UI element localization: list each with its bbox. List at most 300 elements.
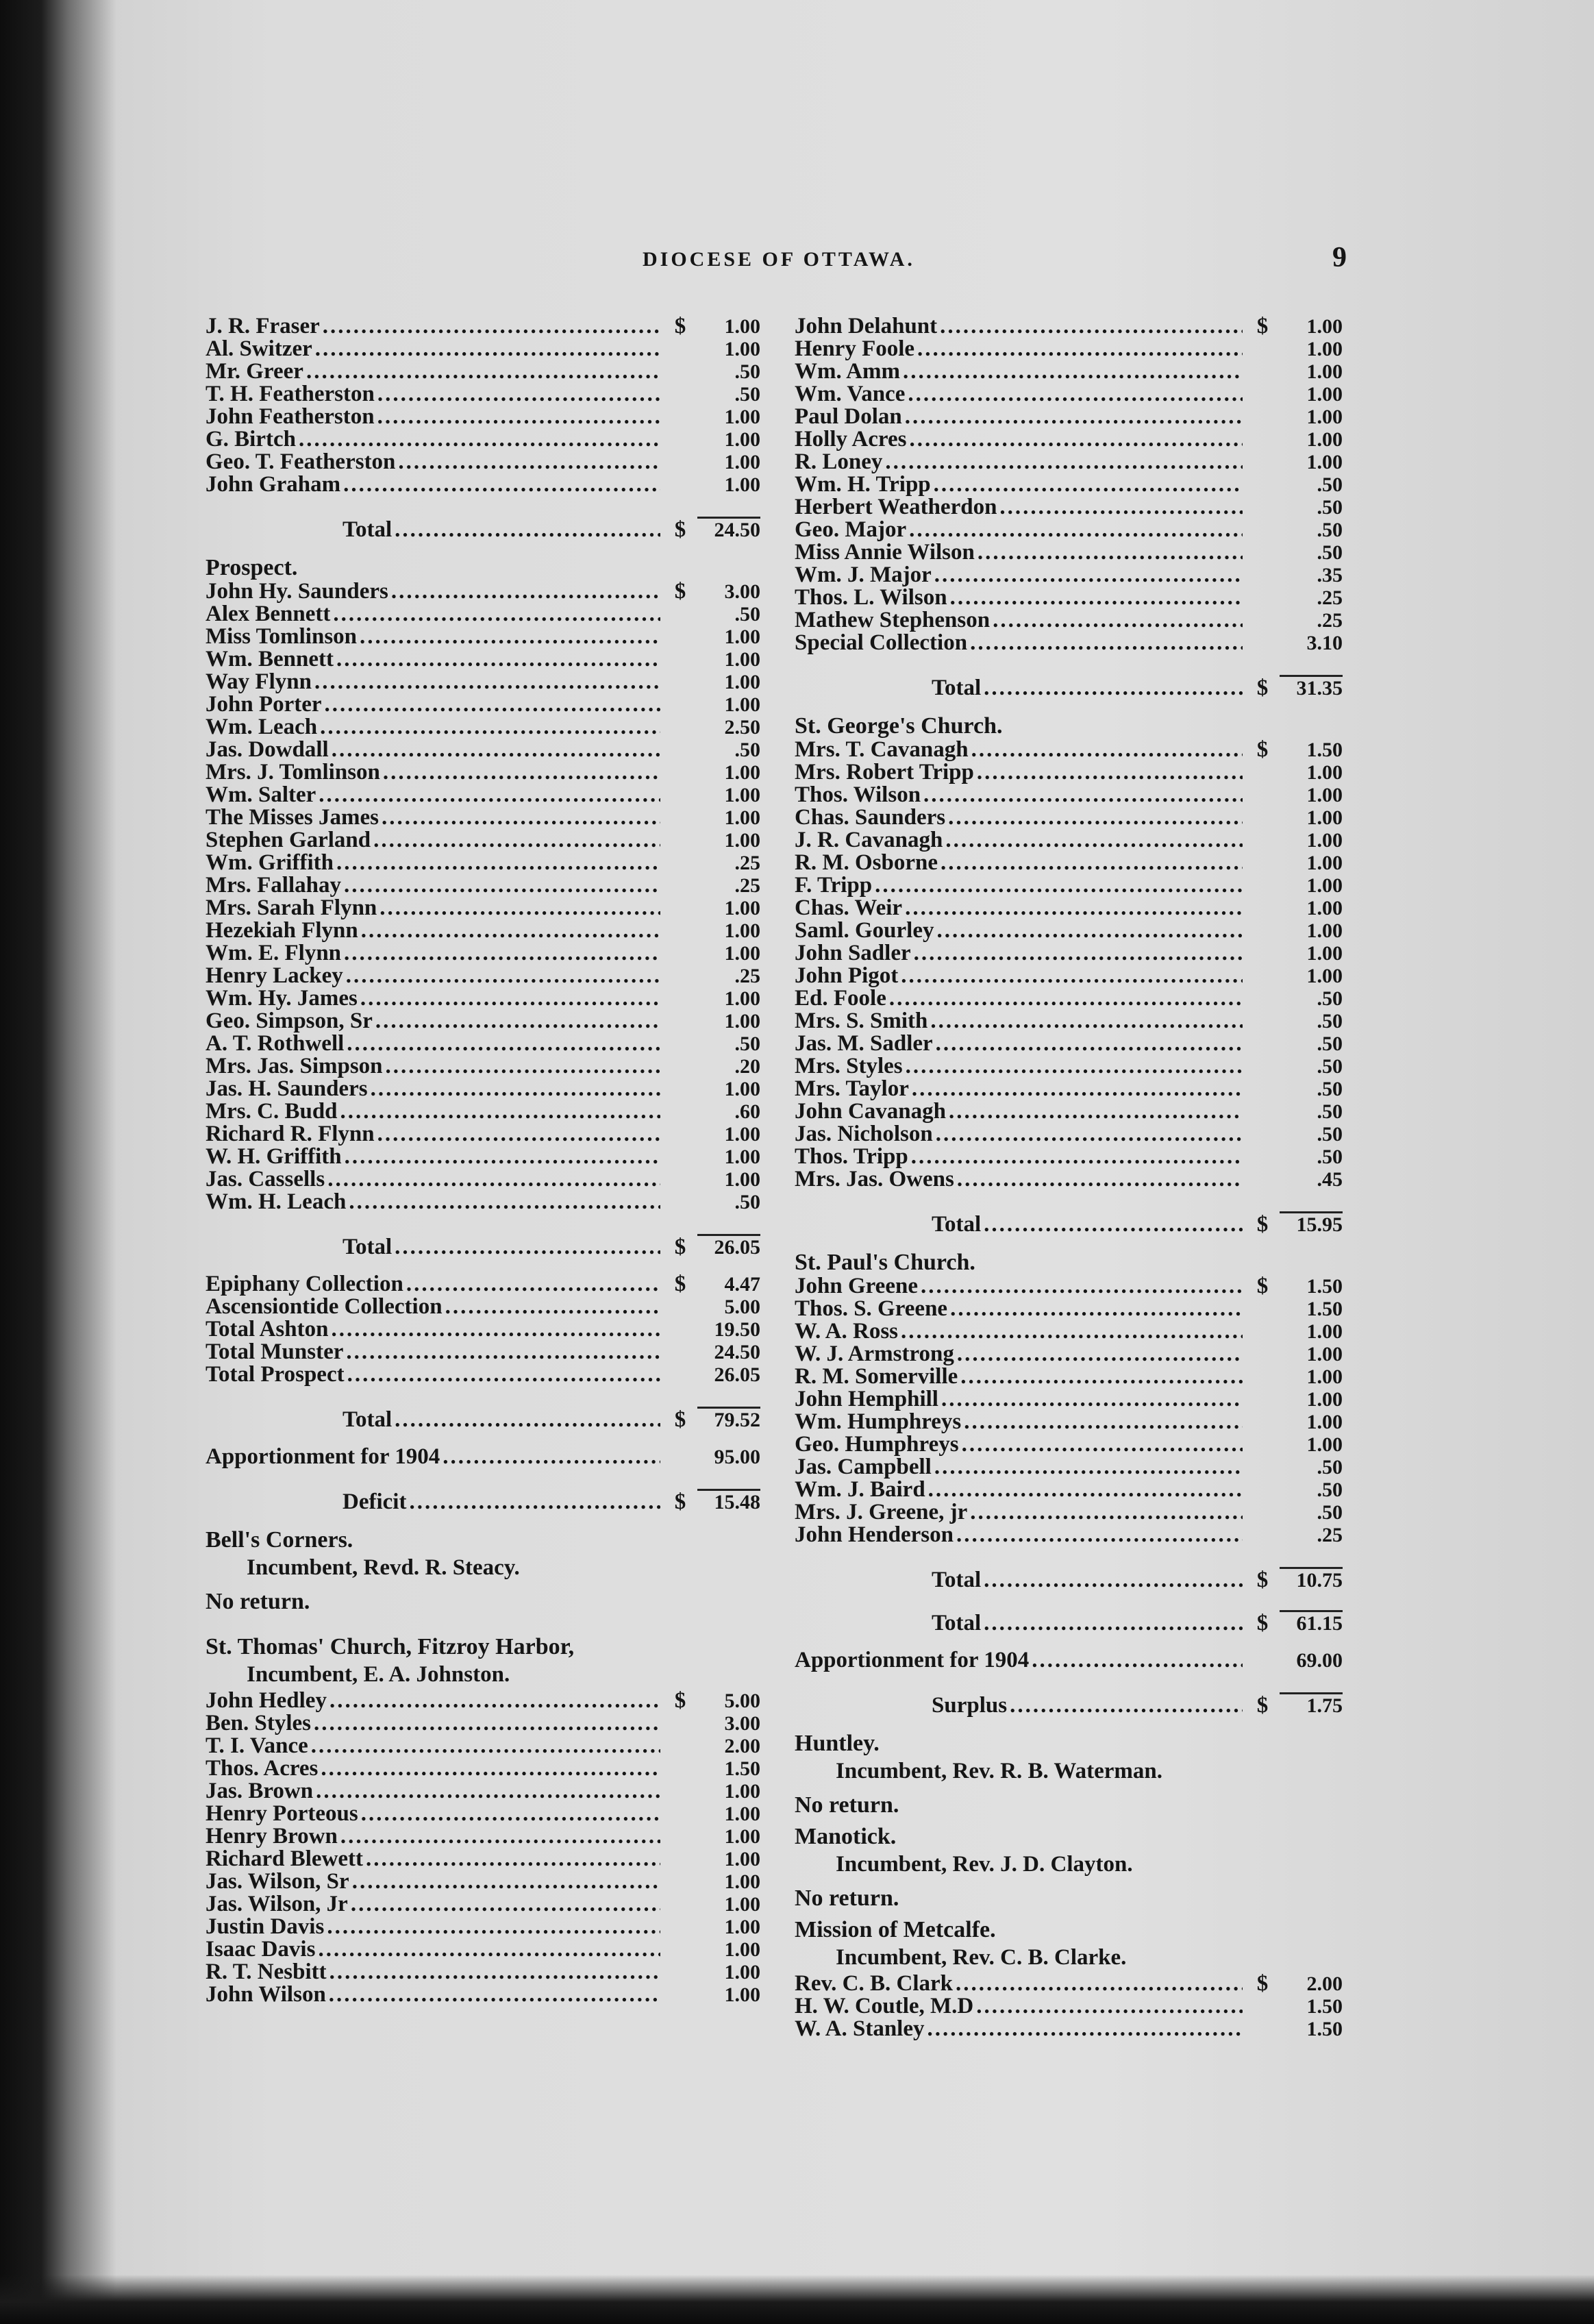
leader-dots [1010, 1694, 1243, 1717]
amount: 1.00 [724, 1123, 760, 1146]
leader-dots [391, 580, 660, 603]
contribution-row [795, 1010, 1343, 1033]
leader-dots [977, 541, 1243, 564]
contributor-name: Mrs. Fallahay [206, 873, 341, 898]
amount: 1.00 [724, 473, 760, 496]
amount: 1.00 [724, 671, 760, 693]
dollar-sign: $ [1256, 676, 1269, 700]
contributor-name: Thos. Acres [206, 1756, 319, 1781]
contribution-row [206, 1010, 760, 1033]
leader-dots [366, 1848, 660, 1870]
contribution-row [795, 1388, 1343, 1411]
leader-dots [984, 1213, 1243, 1236]
section-heading: St. Thomas' Church, Fitzroy Harbor, [206, 1634, 575, 1659]
section-heading: No return. [795, 1886, 899, 1911]
contribution-row [795, 1365, 1343, 1388]
contributor-name: Holly Acres [795, 427, 907, 452]
contributor-name: John Greene [795, 1274, 918, 1298]
amount: .25 [734, 874, 760, 897]
contributor-name: Jas. Brown [206, 1779, 314, 1803]
amount: .20 [734, 1055, 760, 1078]
dollar-sign: $ [674, 579, 686, 604]
contributor-name: W. J. Armstrong [795, 1342, 954, 1366]
contribution-row [206, 1712, 760, 1735]
contribution-row [795, 1275, 1343, 1298]
total-row [206, 1234, 760, 1257]
contributor-name: Mrs. T. Cavanagh [795, 737, 969, 762]
total-row [206, 517, 760, 542]
leader-dots [344, 942, 660, 965]
contribution-row [795, 897, 1343, 919]
incumbent-line: Incumbent, Rev. R. B. Waterman. [836, 1759, 1162, 1783]
right-column [795, 315, 1343, 2040]
leader-dots [336, 648, 660, 671]
contributor-name: Mrs. Taylor [795, 1076, 909, 1101]
leader-dots [314, 1712, 660, 1735]
amount: .50 [1317, 1501, 1343, 1524]
amount: 1.00 [724, 761, 760, 784]
amount: 1.00 [1306, 406, 1343, 428]
contributor-name: Wm. H. Leach [206, 1189, 347, 1214]
contribution-row [795, 1100, 1343, 1123]
amount: 1.00 [1306, 1411, 1343, 1433]
amount: .50 [1317, 1146, 1343, 1168]
left-column [206, 315, 760, 2006]
leader-dots [347, 1363, 660, 1386]
dollar-sign: $ [1256, 1611, 1269, 1635]
dollar-sign: $ [674, 314, 686, 338]
contribution-row [206, 428, 760, 451]
amount: 1.00 [724, 942, 760, 965]
contribution-row [795, 1501, 1343, 1524]
contribution-row [206, 1296, 760, 1318]
leader-dots [905, 897, 1243, 919]
leader-dots [999, 496, 1243, 519]
leader-dots [957, 1343, 1243, 1365]
amount: 2.00 [724, 1735, 760, 1757]
contribution-row [206, 1146, 760, 1168]
leader-dots [329, 1983, 660, 2006]
leader-dots [930, 1010, 1243, 1033]
amount: 1.00 [724, 648, 760, 671]
amount: 2.50 [724, 716, 760, 739]
section-heading: St. George's Church. [795, 713, 1003, 739]
contributor-name: Apportionment for 1904 [206, 1444, 440, 1469]
contributor-name: Mrs. S. Smith [795, 1009, 928, 1033]
contribution-row [206, 1916, 760, 1938]
dollar-sign: $ [1256, 737, 1269, 762]
contributor-name: Way Flynn [206, 669, 312, 694]
contributor-name: Justin Davis [206, 1914, 325, 1939]
leader-dots [912, 1078, 1243, 1100]
contribution-row [206, 965, 760, 987]
contribution-row [795, 338, 1343, 360]
leader-dots [957, 1168, 1243, 1191]
amount: 1.00 [1306, 383, 1343, 406]
incumbent-line: Incumbent, Rev. C. B. Clarke. [836, 1945, 1127, 1970]
leader-dots [346, 965, 660, 987]
contributor-name: Chas. Weir [795, 895, 903, 920]
contribution-row [206, 1168, 760, 1191]
total-label: Total [343, 517, 393, 542]
leader-dots [977, 761, 1243, 784]
contributor-name: Thos. Tripp [795, 1144, 908, 1169]
contributor-name: John Featherston [206, 404, 375, 429]
amount: 1.00 [1306, 428, 1343, 451]
amount: 1.50 [1306, 1275, 1343, 1298]
contribution-row [206, 874, 760, 897]
contributor-name: H. W. Coutle, M.D [795, 1994, 974, 2018]
contributor-name: John Cavanagh [795, 1099, 946, 1124]
contribution-row [206, 1055, 760, 1078]
amount: 19.50 [714, 1318, 760, 1341]
amount: 1.00 [724, 1848, 760, 1870]
amount: .50 [1317, 987, 1343, 1010]
contribution-row [206, 739, 760, 761]
dollar-sign: $ [1256, 1693, 1269, 1718]
leader-dots [319, 784, 660, 806]
contribution-row [206, 806, 760, 829]
amount: .50 [1317, 473, 1343, 496]
amount: 3.00 [724, 1712, 760, 1735]
leader-dots [885, 451, 1243, 473]
contribution-row [206, 919, 760, 942]
leader-dots [993, 609, 1243, 632]
section-heading: Prospect. [206, 555, 298, 580]
contribution-row [206, 852, 760, 874]
contribution-row [795, 383, 1343, 406]
leader-dots [903, 360, 1243, 383]
amount: 61.15 [1280, 1610, 1343, 1635]
amount: 1.00 [724, 829, 760, 852]
leader-dots [316, 1780, 660, 1803]
amount: 1.00 [1306, 919, 1343, 942]
contributor-name: Wm. Vance [795, 382, 906, 406]
contribution-row [795, 428, 1343, 451]
leader-dots [445, 1296, 660, 1318]
contributor-name: Herbert Weatherdon [795, 495, 997, 519]
total-row [795, 1211, 1343, 1237]
contributor-name: Richard R. Flynn [206, 1122, 375, 1146]
contributor-name: Wm. Hy. James [206, 986, 358, 1011]
contribution-row [795, 1320, 1343, 1343]
amount: .50 [1317, 1100, 1343, 1123]
contributor-name: Rev. C. B. Clark [795, 1971, 953, 1996]
contribution-row [795, 1123, 1343, 1146]
contribution-row [795, 1033, 1343, 1055]
leader-dots [901, 1320, 1243, 1343]
section-heading: Manotick. [795, 1824, 897, 1849]
contribution-row [795, 1649, 1343, 1672]
leader-dots [323, 315, 660, 338]
contributor-name: W. A. Stanley [795, 2016, 925, 2041]
amount: 1.00 [724, 1078, 760, 1100]
contribution-row [795, 1973, 1343, 1995]
amount: 1.00 [1306, 1433, 1343, 1456]
contribution-row [206, 784, 760, 806]
dollar-sign: $ [674, 1235, 686, 1259]
contribution-row [206, 580, 760, 603]
leader-dots [398, 451, 660, 473]
contribution-row [206, 360, 760, 383]
leader-dots [383, 761, 660, 784]
contributor-name: A. T. Rothwell [206, 1031, 345, 1056]
leader-dots [875, 874, 1243, 897]
amount: 1.00 [724, 1938, 760, 1961]
contributor-name: F. Tripp [795, 873, 873, 898]
leader-dots [318, 1938, 660, 1961]
leader-dots [332, 739, 660, 761]
leader-dots [327, 1168, 660, 1191]
contribution-row [206, 1191, 760, 1213]
dollar-sign: $ [1256, 1568, 1269, 1592]
leader-dots [386, 1055, 660, 1078]
contribution-row [206, 1123, 760, 1146]
contributor-name: Jas. Campbell [795, 1455, 932, 1479]
contribution-row [206, 603, 760, 626]
contribution-row [206, 406, 760, 428]
amount: 4.47 [724, 1273, 760, 1296]
leader-dots [315, 338, 660, 360]
contribution-row [795, 406, 1343, 428]
contribution-row [795, 761, 1343, 784]
contributor-name: Jas. Dowdall [206, 737, 329, 762]
amount: 1.00 [1306, 315, 1343, 338]
leader-dots [901, 965, 1243, 987]
contribution-row [206, 1446, 760, 1468]
contribution-row [206, 1100, 760, 1123]
contribution-row [206, 1757, 760, 1780]
amount: 15.95 [1280, 1211, 1343, 1236]
leader-dots [936, 1033, 1243, 1055]
amount: 1.00 [724, 1780, 760, 1803]
spacer [206, 1614, 760, 1628]
amount: 1.00 [724, 1146, 760, 1168]
contributor-name: R. M. Osborne [795, 850, 938, 875]
leader-dots [917, 338, 1243, 360]
contributor-name: Mrs. Jas. Owens [795, 1167, 954, 1191]
contributor-name: Mathew Stephenson [795, 608, 991, 632]
amount: .35 [1317, 564, 1343, 586]
leader-dots [956, 1524, 1243, 1546]
contribution-row [206, 451, 760, 473]
leader-dots [360, 987, 660, 1010]
amount: .60 [734, 1100, 760, 1123]
amount: 26.05 [697, 1234, 760, 1259]
leader-dots [409, 1491, 660, 1513]
amount: .25 [1317, 586, 1343, 609]
dollar-sign: $ [1256, 1274, 1269, 1298]
amount: 1.00 [1306, 1343, 1343, 1365]
leader-dots [911, 1146, 1243, 1168]
contributor-name: Geo. T. Featherston [206, 449, 396, 474]
contribution-row [206, 1033, 760, 1055]
contributor-name: Isaac Davis [206, 1937, 316, 1962]
contribution-row [795, 739, 1343, 761]
amount: 1.00 [1306, 338, 1343, 360]
leader-dots [361, 1803, 660, 1825]
amount: 1.00 [724, 693, 760, 716]
leader-dots [984, 1612, 1243, 1635]
contributor-name: Henry Porteous [206, 1801, 358, 1826]
amount: .50 [734, 1191, 760, 1213]
contributor-name: W. A. Ross [795, 1319, 898, 1344]
leader-dots [1032, 1649, 1243, 1672]
contribution-row [206, 1735, 760, 1757]
contributor-name: Wm. H. Tripp [795, 472, 931, 497]
amount: 1.00 [724, 1168, 760, 1191]
contributor-name: R. T. Nesbitt [206, 1960, 327, 1984]
contribution-row [795, 784, 1343, 806]
contributor-name: Ben. Styles [206, 1711, 312, 1735]
contributor-name: Wm. J. Major [795, 563, 932, 587]
leader-dots [306, 360, 660, 383]
leader-dots [906, 1055, 1243, 1078]
leader-dots [936, 1123, 1243, 1146]
contributor-name: Total Munster [206, 1339, 344, 1364]
amount: 15.48 [697, 1489, 760, 1513]
amount: .50 [1317, 541, 1343, 564]
contributor-name: Special Collection [795, 630, 968, 655]
amount: 1.00 [724, 1870, 760, 1893]
amount: .25 [734, 965, 760, 987]
amount: 31.35 [1280, 675, 1343, 700]
contributor-name: Mrs. J. Tomlinson [206, 760, 380, 784]
contribution-row [795, 1055, 1343, 1078]
amount: 1.00 [1306, 1320, 1343, 1343]
leader-dots [345, 1146, 660, 1168]
amount: .50 [1317, 496, 1343, 519]
contributor-name: T. I. Vance [206, 1733, 308, 1758]
contribution-row [206, 1341, 760, 1363]
contributor-name: Jas. H. Saunders [206, 1076, 368, 1101]
leader-dots [377, 1123, 660, 1146]
contributor-name: Miss Annie Wilson [795, 540, 975, 565]
contributor-name: Jas. Nicholson [795, 1122, 933, 1146]
contribution-row [206, 1893, 760, 1916]
amount: .45 [1317, 1168, 1343, 1191]
leader-dots [351, 1893, 660, 1916]
contributor-name: Thos. Wilson [795, 782, 921, 807]
contribution-row [206, 1961, 760, 1983]
contribution-row [206, 829, 760, 852]
contributor-name: Henry Foole [795, 336, 915, 361]
book-spine-shadow [0, 0, 116, 2324]
contribution-row [206, 1848, 760, 1870]
contribution-row [795, 919, 1343, 942]
amount: .50 [734, 360, 760, 383]
contribution-row [795, 496, 1343, 519]
amount: 1.50 [1306, 1298, 1343, 1320]
leader-dots [949, 1100, 1243, 1123]
contribution-row [795, 829, 1343, 852]
contribution-row [206, 1318, 760, 1341]
total-row [206, 1489, 760, 1514]
contribution-row [206, 315, 760, 338]
total-label: Total [932, 1611, 982, 1635]
contribution-row [206, 1983, 760, 2006]
leader-dots [941, 852, 1243, 874]
contribution-row [795, 806, 1343, 829]
contributor-name: Hezekiah Flynn [206, 918, 358, 943]
amount: 69.00 [1296, 1649, 1343, 1672]
leader-dots [395, 1236, 660, 1259]
amount: 1.50 [1306, 1995, 1343, 2018]
leader-dots [340, 1825, 660, 1848]
amount: 26.05 [714, 1363, 760, 1386]
contributor-name: Miss Tomlinson [206, 624, 358, 649]
amount: 1.00 [724, 428, 760, 451]
contributor-name: Total Prospect [206, 1362, 345, 1387]
contributor-name: Mrs. C. Budd [206, 1099, 338, 1124]
contribution-row [795, 965, 1343, 987]
dollar-sign: $ [674, 1688, 686, 1713]
contributor-name: Mr. Greer [206, 359, 303, 384]
amount: 24.50 [697, 517, 760, 541]
amount: 10.75 [1280, 1567, 1343, 1592]
contribution-row [206, 1803, 760, 1825]
leader-dots [361, 919, 660, 942]
amount: 1.50 [724, 1757, 760, 1780]
leader-dots [352, 1870, 660, 1893]
contributor-name: Stephen Garland [206, 828, 371, 852]
leader-dots [331, 1318, 660, 1341]
leader-dots [970, 1501, 1243, 1524]
dollar-sign: $ [674, 1407, 686, 1432]
contribution-row [795, 874, 1343, 897]
leader-dots [941, 1388, 1243, 1411]
leader-dots [343, 473, 660, 496]
contribution-row [795, 852, 1343, 874]
incumbent-line: Incumbent, E. A. Johnston. [247, 1662, 510, 1687]
page-number: 9 [1332, 242, 1347, 273]
contributor-name: Mrs. Styles [795, 1054, 903, 1078]
section-heading: Huntley. [795, 1731, 880, 1756]
leader-dots [325, 693, 660, 716]
contribution-row [795, 519, 1343, 541]
leader-dots [406, 1273, 660, 1296]
contribution-row [795, 564, 1343, 586]
contributor-name: Geo. Humphreys [795, 1432, 959, 1457]
amount: .50 [1317, 1479, 1343, 1501]
amount: 1.00 [724, 784, 760, 806]
leader-dots [371, 1078, 660, 1100]
contribution-row [206, 648, 760, 671]
amount: 1.00 [1306, 1365, 1343, 1388]
section-heading: No return. [206, 1589, 310, 1614]
contribution-row [795, 541, 1343, 564]
amount: .50 [1317, 1123, 1343, 1146]
leader-dots [377, 383, 660, 406]
contributor-name: T. H. Featherston [206, 382, 375, 406]
leader-dots [909, 428, 1243, 451]
contributor-name: Geo. Simpson, Sr [206, 1009, 373, 1033]
page-bottom-edge [0, 2275, 1594, 2324]
contributor-name: John Henderson [795, 1522, 954, 1547]
amount: .50 [734, 383, 760, 406]
contribution-row [206, 987, 760, 1010]
total-row [795, 675, 1343, 700]
contribution-row [206, 671, 760, 693]
contributor-name: Wm. Bennett [206, 647, 334, 671]
dollar-sign: $ [674, 517, 686, 542]
contribution-row [795, 1479, 1343, 1501]
contributor-name: R. M. Somerville [795, 1364, 958, 1389]
total-label: Total [343, 1407, 393, 1432]
contributor-name: Chas. Saunders [795, 805, 946, 830]
leader-dots [937, 919, 1243, 942]
leader-dots [927, 2018, 1243, 2040]
